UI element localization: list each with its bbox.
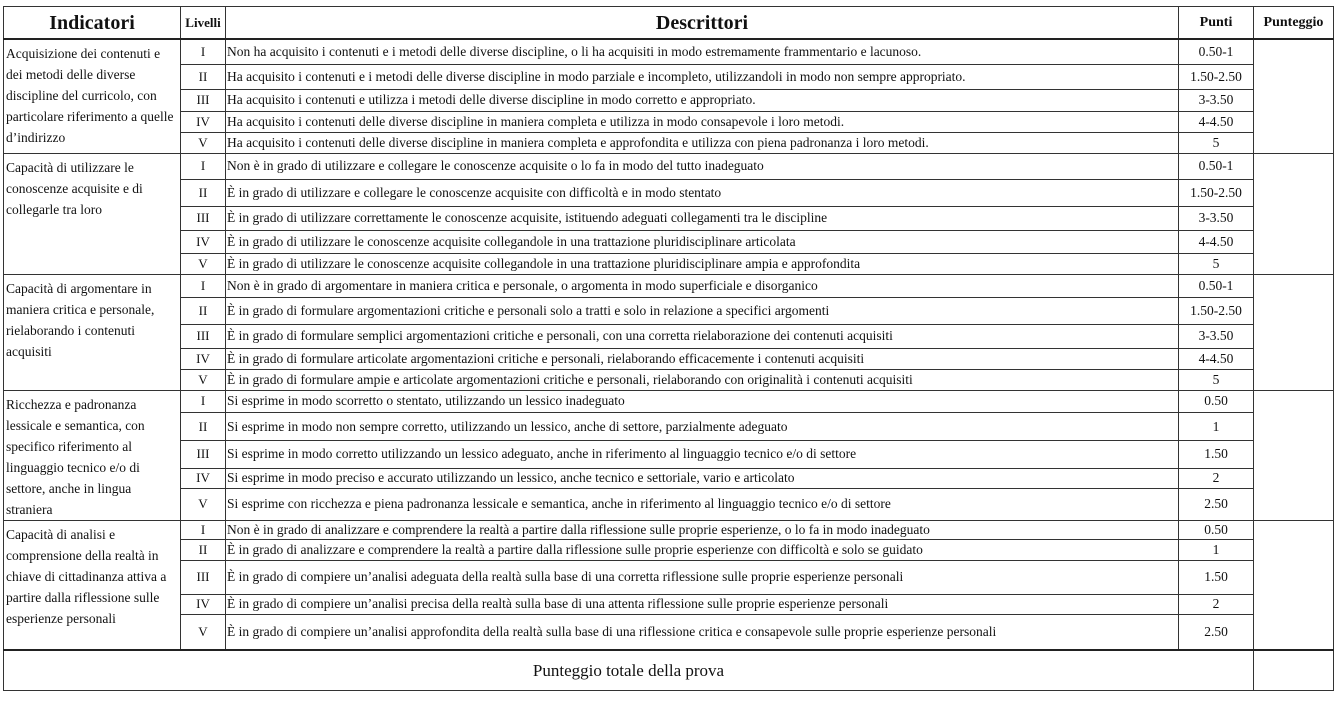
table-row: [4, 520, 1334, 539]
score-input-cell[interactable]: [1254, 274, 1334, 390]
score-input-cell[interactable]: [1254, 520, 1334, 650]
table-row: [4, 614, 1334, 650]
level-cell: III: [181, 206, 226, 230]
total-score-label: Punteggio totale della prova: [4, 650, 1254, 691]
descriptor-cell: È in grado di formulare semplici argomentazioni critiche e personali, con una corretta rielaborazione dei contenuti acquisiti: [226, 324, 1179, 348]
points-cell: 3-3.50: [1179, 89, 1254, 111]
indicator-cell: Capacità di analisi e comprensione della realtà in chiave di cittadinanza attiva a partire dalla riflessione sulle esperienze personali: [4, 520, 181, 650]
points-cell: 1.50-2.50: [1179, 179, 1254, 206]
table-row: [4, 89, 1334, 111]
points-cell: 0.50-1: [1179, 39, 1254, 64]
descriptor-cell: Non ha acquisito i contenuti e i metodi delle diverse discipline, o li ha acquisiti in modo estremamente frammentario e lacunoso.: [226, 39, 1179, 64]
level-cell: IV: [181, 594, 226, 614]
descriptor-cell: Si esprime con ricchezza e piena padronanza lessicale e semantica, anche in riferimento al linguaggio tecnico e/o di settore: [226, 489, 1179, 520]
table-row: [4, 153, 1334, 179]
table-row: [4, 390, 1334, 412]
descriptor-cell: È in grado di formulare ampie e articolate argomentazioni critiche e personali, rielaborando con originalità i contenuti acquisiti: [226, 369, 1179, 390]
points-cell: 0.50-1: [1179, 274, 1254, 297]
table-row: [4, 369, 1334, 390]
level-cell: V: [181, 132, 226, 153]
table-row: [4, 560, 1334, 594]
total-row: [4, 650, 1334, 691]
table-row: [4, 297, 1334, 324]
level-cell: II: [181, 412, 226, 440]
points-cell: 0.50-1: [1179, 153, 1254, 179]
table-row: [4, 111, 1334, 132]
descriptor-cell: È in grado di compiere un’analisi approfondita della realtà sulla base di una riflessione critica e consapevole sulle proprie esperienze personali: [226, 614, 1179, 650]
score-input-cell[interactable]: [1254, 39, 1334, 153]
table-row: [4, 64, 1334, 89]
table-row: [4, 539, 1334, 560]
descriptor-cell: È in grado di compiere un’analisi precisa della realtà sulla base di una attenta riflessione sulle proprie esperienze personali: [226, 594, 1179, 614]
points-cell: 1.50-2.50: [1179, 64, 1254, 89]
header-punti: Punti: [1179, 7, 1254, 40]
descriptor-cell: È in grado di formulare articolate argomentazioni critiche e personali, rielaborando efficacemente i contenuti acquisiti: [226, 348, 1179, 369]
descriptor-cell: Si esprime in modo corretto utilizzando un lessico adeguato, anche in riferimento al linguaggio tecnico e/o di settore: [226, 441, 1179, 468]
indicator-cell: Capacità di argomentare in maniera critica e personale, rielaborando i contenuti acquisiti: [4, 274, 181, 390]
level-cell: IV: [181, 468, 226, 488]
header-punteggio: Punteggio: [1254, 7, 1334, 40]
points-cell: 3-3.50: [1179, 206, 1254, 230]
level-cell: I: [181, 39, 226, 64]
points-cell: 5: [1179, 253, 1254, 274]
points-cell: 5: [1179, 132, 1254, 153]
level-cell: IV: [181, 348, 226, 369]
table-row: [4, 412, 1334, 440]
descriptor-cell: È in grado di compiere un’analisi adeguata della realtà sulla base di una corretta riflessione sulle proprie esperienze personali: [226, 560, 1179, 594]
points-cell: 4-4.50: [1179, 111, 1254, 132]
points-cell: 1: [1179, 539, 1254, 560]
points-cell: 1.50: [1179, 441, 1254, 468]
total-score-input-cell[interactable]: [1254, 650, 1334, 691]
table-row: [4, 132, 1334, 153]
points-cell: 5: [1179, 369, 1254, 390]
score-input-cell[interactable]: [1254, 390, 1334, 520]
descriptor-cell: È in grado di utilizzare correttamente le conoscenze acquisite, istituendo adeguati collegamenti tra le discipline: [226, 206, 1179, 230]
table-row: [4, 324, 1334, 348]
table-row: [4, 594, 1334, 614]
descriptor-cell: È in grado di analizzare e comprendere la realtà a partire dalla riflessione sulle proprie esperienze con difficoltà e solo se guidato: [226, 539, 1179, 560]
level-cell: I: [181, 274, 226, 297]
level-cell: IV: [181, 111, 226, 132]
points-cell: 0.50: [1179, 390, 1254, 412]
level-cell: II: [181, 539, 226, 560]
level-cell: II: [181, 64, 226, 89]
descriptor-cell: Non è in grado di utilizzare e collegare le conoscenze acquisite o lo fa in modo del tutto inadeguato: [226, 153, 1179, 179]
descriptor-cell: Ha acquisito i contenuti delle diverse discipline in maniera completa e approfondita e utilizza con piena padronanza i loro metodi.: [226, 132, 1179, 153]
header-row: [4, 7, 1334, 40]
level-cell: I: [181, 153, 226, 179]
table-row: [4, 179, 1334, 206]
descriptor-cell: Ha acquisito i contenuti delle diverse discipline in maniera completa e utilizza in modo consapevole i loro metodi.: [226, 111, 1179, 132]
level-cell: V: [181, 489, 226, 520]
level-cell: II: [181, 179, 226, 206]
table-row: [4, 39, 1334, 64]
table-row: [4, 206, 1334, 230]
points-cell: 4-4.50: [1179, 230, 1254, 253]
level-cell: I: [181, 520, 226, 539]
descriptor-cell: Non è in grado di argomentare in maniera critica e personale, o argomenta in modo superficiale e disorganico: [226, 274, 1179, 297]
level-cell: IV: [181, 230, 226, 253]
points-cell: 1.50: [1179, 560, 1254, 594]
level-cell: V: [181, 253, 226, 274]
level-cell: III: [181, 441, 226, 468]
indicator-cell: Acquisizione dei contenuti e dei metodi delle diverse discipline del curricolo, con particolare riferimento a quelle d’indirizzo: [4, 39, 181, 153]
table-row: [4, 230, 1334, 253]
score-input-cell[interactable]: [1254, 153, 1334, 274]
header-livelli: Livelli: [181, 7, 226, 40]
points-cell: 2: [1179, 468, 1254, 488]
level-cell: V: [181, 614, 226, 650]
evaluation-grid: [3, 6, 1334, 691]
table-row: [4, 489, 1334, 520]
points-cell: 3-3.50: [1179, 324, 1254, 348]
descriptor-cell: Si esprime in modo preciso e accurato utilizzando un lessico, anche tecnico e settoriale, vario e articolato: [226, 468, 1179, 488]
descriptor-cell: È in grado di utilizzare e collegare le conoscenze acquisite con difficoltà e in modo stentato: [226, 179, 1179, 206]
level-cell: III: [181, 89, 226, 111]
points-cell: 1.50-2.50: [1179, 297, 1254, 324]
points-cell: 2: [1179, 594, 1254, 614]
header-indicatori: Indicatori: [4, 7, 181, 40]
level-cell: I: [181, 390, 226, 412]
level-cell: III: [181, 560, 226, 594]
level-cell: III: [181, 324, 226, 348]
table-row: [4, 441, 1334, 468]
indicator-cell: Ricchezza e padronanza lessicale e semantica, con specifico riferimento al linguaggio tecnico e/o di settore, anche in lingua straniera: [4, 390, 181, 520]
descriptor-cell: Ha acquisito i contenuti e utilizza i metodi delle diverse discipline in modo corretto e appropriato.: [226, 89, 1179, 111]
descriptor-cell: Ha acquisito i contenuti e i metodi delle diverse discipline in modo parziale e incompleto, utilizzandoli in modo non sempre appropriato.: [226, 64, 1179, 89]
table-row: [4, 253, 1334, 274]
descriptor-cell: È in grado di utilizzare le conoscenze acquisite collegandole in una trattazione pluridisciplinare articolata: [226, 230, 1179, 253]
table-row: [4, 274, 1334, 297]
descriptor-cell: Si esprime in modo non sempre corretto, utilizzando un lessico, anche di settore, parzialmente adeguato: [226, 412, 1179, 440]
header-descrittori: Descrittori: [226, 7, 1179, 40]
descriptor-cell: Non è in grado di analizzare e comprendere la realtà a partire dalla riflessione sulle proprie esperienze, o lo fa in modo inadeguato: [226, 520, 1179, 539]
points-cell: 2.50: [1179, 614, 1254, 650]
table-row: [4, 348, 1334, 369]
level-cell: II: [181, 297, 226, 324]
descriptor-cell: È in grado di utilizzare le conoscenze acquisite collegandole in una trattazione pluridisciplinare ampia e approfondita: [226, 253, 1179, 274]
points-cell: 1: [1179, 412, 1254, 440]
points-cell: 2.50: [1179, 489, 1254, 520]
indicator-cell: Capacità di utilizzare le conoscenze acquisite e di collegarle tra loro: [4, 153, 181, 274]
points-cell: 0.50: [1179, 520, 1254, 539]
level-cell: V: [181, 369, 226, 390]
points-cell: 4-4.50: [1179, 348, 1254, 369]
descriptor-cell: È in grado di formulare argomentazioni critiche e personali solo a tratti e solo in relazione a specifici argomenti: [226, 297, 1179, 324]
table-row: [4, 468, 1334, 488]
descriptor-cell: Si esprime in modo scorretto o stentato, utilizzando un lessico inadeguato: [226, 390, 1179, 412]
